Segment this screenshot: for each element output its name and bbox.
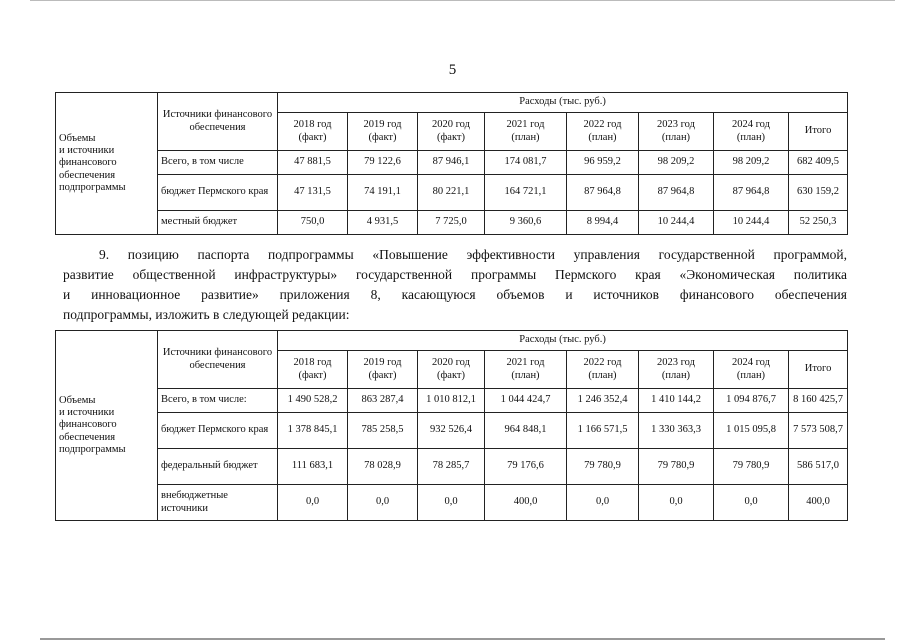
year-header: 2021 год (план) xyxy=(485,351,567,389)
value-cell: 964 848,1 xyxy=(485,413,567,449)
value-cell: 47 131,5 xyxy=(278,175,348,211)
year-header: 2019 год (факт) xyxy=(348,351,418,389)
value-cell: 98 209,2 xyxy=(714,151,789,175)
year-header: 2024 год (план) xyxy=(714,113,789,151)
year-header: 2023 год (план) xyxy=(639,113,714,151)
source-label: бюджет Пермского края xyxy=(158,413,278,449)
value-cell: 682 409,5 xyxy=(789,151,848,175)
value-cell: 87 964,8 xyxy=(714,175,789,211)
value-cell: 87 964,8 xyxy=(639,175,714,211)
subprogram-funding-table-2 xyxy=(55,330,848,521)
value-cell: 47 881,5 xyxy=(278,151,348,175)
value-cell: 78 285,7 xyxy=(418,449,485,485)
value-cell: 111 683,1 xyxy=(278,449,348,485)
value-cell: 87 946,1 xyxy=(418,151,485,175)
subprogram-funding-table-1 xyxy=(55,92,848,235)
paragraph-line: и инновационное развитие» приложения 8, касающуюся объемов и источников финансового обеспечения xyxy=(63,287,847,302)
year-header: 2024 год (план) xyxy=(714,351,789,389)
value-cell: 1 246 352,4 xyxy=(567,389,639,413)
expenses-header: Расходы (тыс. руб.) xyxy=(278,331,848,351)
value-cell: 52 250,3 xyxy=(789,211,848,235)
sources-header: Источники финансового обеспечения xyxy=(158,93,278,151)
value-cell: 630 159,2 xyxy=(789,175,848,211)
value-cell: 79 780,9 xyxy=(567,449,639,485)
value-cell: 1 410 144,2 xyxy=(639,389,714,413)
table-row xyxy=(56,211,848,235)
table-row xyxy=(56,151,848,175)
source-label: местный бюджет xyxy=(158,211,278,235)
source-label: федеральный бюджет xyxy=(158,449,278,485)
year-header: 2020 год (факт) xyxy=(418,113,485,151)
value-cell: 9 360,6 xyxy=(485,211,567,235)
source-label: Всего, в том числе: xyxy=(158,389,278,413)
value-cell: 7 573 508,7 xyxy=(789,413,848,449)
value-cell: 750,0 xyxy=(278,211,348,235)
table-row xyxy=(56,413,848,449)
value-cell: 87 964,8 xyxy=(567,175,639,211)
year-header: 2021 год (план) xyxy=(485,113,567,151)
paragraph-line: 9. позицию паспорта подпрограммы «Повышение эффективности управления государственной программой, xyxy=(99,247,847,262)
year-header: 2022 год (план) xyxy=(567,351,639,389)
value-cell: 785 258,5 xyxy=(348,413,418,449)
expenses-header: Расходы (тыс. руб.) xyxy=(278,93,848,113)
value-cell: 174 081,7 xyxy=(485,151,567,175)
value-cell: 0,0 xyxy=(278,485,348,521)
value-cell: 79 780,9 xyxy=(639,449,714,485)
value-cell: 4 931,5 xyxy=(348,211,418,235)
value-cell: 164 721,1 xyxy=(485,175,567,211)
value-cell: 1 166 571,5 xyxy=(567,413,639,449)
sources-header: Источники финансового обеспечения xyxy=(158,331,278,389)
table-row xyxy=(56,389,848,413)
value-cell: 0,0 xyxy=(418,485,485,521)
value-cell: 1 378 845,1 xyxy=(278,413,348,449)
value-cell: 96 959,2 xyxy=(567,151,639,175)
value-cell: 932 526,4 xyxy=(418,413,485,449)
value-cell: 74 191,1 xyxy=(348,175,418,211)
value-cell: 7 725,0 xyxy=(418,211,485,235)
year-header: 2018 год (факт) xyxy=(278,113,348,151)
value-cell: 0,0 xyxy=(639,485,714,521)
funding-label-cell: Объемы и источники финансового обеспечения подпрограммы xyxy=(56,331,158,521)
year-header: 2023 год (план) xyxy=(639,351,714,389)
value-cell: 0,0 xyxy=(714,485,789,521)
source-label: бюджет Пермского края xyxy=(158,175,278,211)
value-cell: 1 044 424,7 xyxy=(485,389,567,413)
value-cell: 79 122,6 xyxy=(348,151,418,175)
page-number: 5 xyxy=(448,62,457,78)
value-cell: 10 244,4 xyxy=(714,211,789,235)
value-cell: 863 287,4 xyxy=(348,389,418,413)
value-cell: 98 209,2 xyxy=(639,151,714,175)
table-row xyxy=(56,175,848,211)
value-cell: 586 517,0 xyxy=(789,449,848,485)
table-row xyxy=(56,449,848,485)
value-cell: 0,0 xyxy=(567,485,639,521)
value-cell: 8 160 425,7 xyxy=(789,389,848,413)
value-cell: 400,0 xyxy=(485,485,567,521)
scan-edge-top xyxy=(30,0,895,1)
year-header: Итого xyxy=(789,351,848,389)
amendment-paragraph xyxy=(63,245,847,325)
value-cell: 0,0 xyxy=(348,485,418,521)
value-cell: 1 010 812,1 xyxy=(418,389,485,413)
year-header: 2018 год (факт) xyxy=(278,351,348,389)
value-cell: 79 176,6 xyxy=(485,449,567,485)
funding-label-cell: Объемы и источники финансового обеспечения подпрограммы xyxy=(56,93,158,235)
year-header: 2020 год (факт) xyxy=(418,351,485,389)
value-cell: 1 490 528,2 xyxy=(278,389,348,413)
year-header: Итого xyxy=(789,113,848,151)
table-row xyxy=(56,485,848,521)
value-cell: 80 221,1 xyxy=(418,175,485,211)
value-cell: 400,0 xyxy=(789,485,848,521)
year-header: 2022 год (план) xyxy=(567,113,639,151)
value-cell: 79 780,9 xyxy=(714,449,789,485)
value-cell: 8 994,4 xyxy=(567,211,639,235)
paragraph-line: развитие общественной инфраструктуры» государственной программы Пермского края «Экономическая политика xyxy=(63,267,847,282)
value-cell: 10 244,4 xyxy=(639,211,714,235)
year-header: 2019 год (факт) xyxy=(348,113,418,151)
value-cell: 78 028,9 xyxy=(348,449,418,485)
source-label: внебюджетные источники xyxy=(158,485,278,521)
paragraph-line: подпрограммы, изложить в следующей редакции: xyxy=(63,307,350,322)
value-cell: 1 015 095,8 xyxy=(714,413,789,449)
source-label: Всего, в том числе xyxy=(158,151,278,175)
value-cell: 1 094 876,7 xyxy=(714,389,789,413)
value-cell: 1 330 363,3 xyxy=(639,413,714,449)
